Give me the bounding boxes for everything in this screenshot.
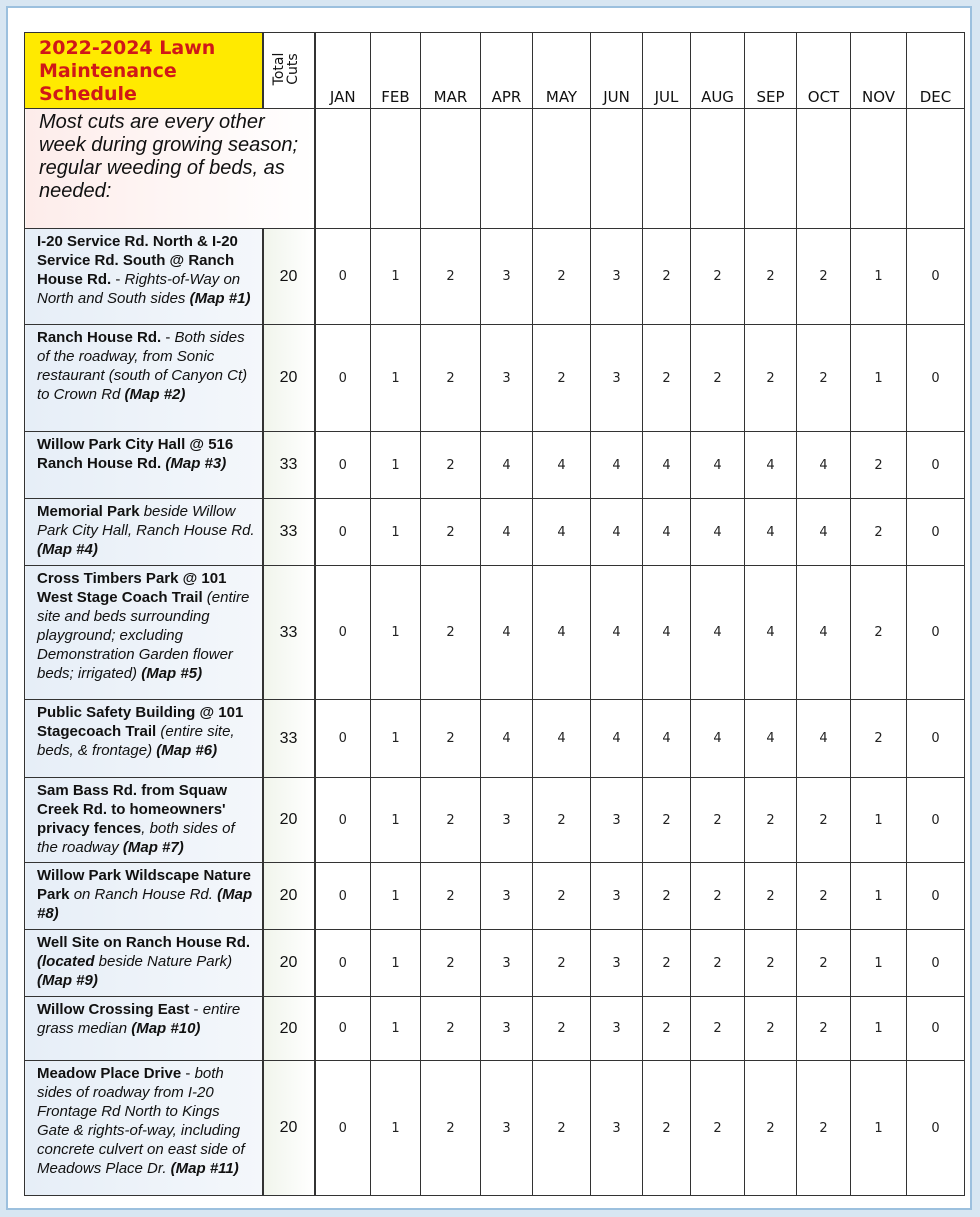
monthly-cuts-value: 0 <box>907 930 965 997</box>
monthly-cuts-value: 0 <box>907 325 965 432</box>
monthly-cuts-value: 1 <box>371 325 421 432</box>
total-cuts-value: 33 <box>263 566 315 700</box>
location-text: Ranch House Rd. <box>37 329 162 346</box>
monthly-cuts-value: 3 <box>481 229 533 325</box>
monthly-cuts-value: 2 <box>851 499 907 566</box>
location-text: (Map #8) <box>37 886 253 922</box>
monthly-cuts-value: 0 <box>907 997 965 1061</box>
monthly-cuts-value: 2 <box>797 778 851 863</box>
location-cell <box>25 432 263 499</box>
monthly-cuts-value: 2 <box>691 863 745 930</box>
monthly-cuts-value: 4 <box>533 499 591 566</box>
monthly-cuts-value: 0 <box>907 778 965 863</box>
monthly-cuts-value: 0 <box>315 863 371 930</box>
total-cuts-value: 20 <box>263 778 315 863</box>
monthly-cuts-value: 4 <box>481 499 533 566</box>
monthly-cuts-value: 2 <box>643 863 691 930</box>
monthly-cuts-value: 3 <box>591 863 643 930</box>
monthly-cuts-value: 3 <box>591 1061 643 1196</box>
monthly-cuts-value: 4 <box>745 499 797 566</box>
monthly-cuts-value: 4 <box>797 700 851 778</box>
monthly-cuts-value: 4 <box>797 566 851 700</box>
monthly-cuts-value: 0 <box>907 863 965 930</box>
monthly-cuts-value: 2 <box>797 1061 851 1196</box>
monthly-cuts-value: 4 <box>691 700 745 778</box>
monthly-cuts-value: 2 <box>421 997 481 1061</box>
monthly-cuts-value: 2 <box>691 930 745 997</box>
schedule-title-cell <box>25 33 263 109</box>
monthly-cuts-value: 1 <box>371 566 421 700</box>
monthly-cuts-value: 2 <box>421 1061 481 1196</box>
monthly-cuts-value: 1 <box>851 325 907 432</box>
location-text: (entire site, beds, & frontage) <box>37 723 235 759</box>
monthly-cuts-value: 2 <box>745 997 797 1061</box>
total-cuts-value: 33 <box>263 432 315 499</box>
table-row <box>25 700 965 778</box>
location-text: (Map #10) <box>131 1020 201 1037</box>
monthly-cuts-value: 4 <box>481 432 533 499</box>
monthly-cuts-value: 4 <box>643 700 691 778</box>
monthly-cuts-value: 2 <box>691 1061 745 1196</box>
monthly-cuts-value: 3 <box>481 778 533 863</box>
location-text: I-20 Service Rd. North & I-20 Service Rd. South @ Ranch House Rd. <box>37 233 238 288</box>
monthly-cuts-value: 2 <box>797 997 851 1061</box>
monthly-cuts-value: 4 <box>643 432 691 499</box>
schedule-sheet <box>24 32 964 1194</box>
monthly-cuts-value: 4 <box>591 499 643 566</box>
monthly-cuts-value: 2 <box>797 863 851 930</box>
monthly-cuts-value: 3 <box>481 1061 533 1196</box>
monthly-cuts-value: 4 <box>745 566 797 700</box>
monthly-cuts-value: 0 <box>315 1061 371 1196</box>
monthly-cuts-value: 2 <box>643 1061 691 1196</box>
monthly-cuts-value: 2 <box>851 432 907 499</box>
monthly-cuts-value: 3 <box>481 930 533 997</box>
monthly-cuts-value: 2 <box>797 229 851 325</box>
location-text: Well Site on Ranch House Rd. <box>37 934 251 951</box>
month-header: NOV <box>851 33 907 109</box>
location-text: - <box>111 271 125 288</box>
total-cuts-value: 20 <box>263 930 315 997</box>
location-text: both sides of roadway from I-20 Frontage Rd North to Kings Gate & rights-of-way, including concrete culvert on east side of Meadows Place Dr. <box>37 1065 245 1177</box>
monthly-cuts-value: 2 <box>745 863 797 930</box>
location-text: entire grass median <box>37 1001 241 1037</box>
monthly-cuts-value: 0 <box>315 778 371 863</box>
location-cell <box>25 863 263 930</box>
monthly-cuts-value: 2 <box>533 863 591 930</box>
monthly-cuts-value: 2 <box>745 778 797 863</box>
monthly-cuts-value: 3 <box>591 997 643 1061</box>
location-text: Rights-of-Way on North and South sides <box>37 271 241 307</box>
monthly-cuts-value: 0 <box>315 325 371 432</box>
total-cuts-value: 20 <box>263 997 315 1061</box>
monthly-cuts-value: 0 <box>907 499 965 566</box>
monthly-cuts-value: 3 <box>481 325 533 432</box>
monthly-cuts-value: 2 <box>691 229 745 325</box>
location-text: Meadow Place Drive <box>37 1065 182 1082</box>
location-text: on Ranch House Rd. <box>69 886 218 903</box>
monthly-cuts-value: 0 <box>907 700 965 778</box>
location-text: beside Willow Park City Hall, Ranch House Rd. <box>37 503 255 539</box>
monthly-cuts-value: 0 <box>907 566 965 700</box>
monthly-cuts-value: 1 <box>371 229 421 325</box>
monthly-cuts-value: 4 <box>481 700 533 778</box>
total-cuts-value: 20 <box>263 863 315 930</box>
month-header: JAN <box>315 33 371 109</box>
monthly-cuts-value: 2 <box>421 863 481 930</box>
month-header: SEP <box>745 33 797 109</box>
monthly-cuts-value: 2 <box>533 778 591 863</box>
monthly-cuts-value: 2 <box>745 1061 797 1196</box>
location-text: Sam Bass Rd. from Squaw Creek Rd. to homeowners' privacy fences <box>37 782 228 837</box>
monthly-cuts-value: 2 <box>851 700 907 778</box>
monthly-cuts-value: 2 <box>533 229 591 325</box>
schedule-title: 2022-2024 Lawn Maintenance Schedule <box>39 37 216 105</box>
location-cell <box>25 997 263 1061</box>
table-row <box>25 432 965 499</box>
location-text: (Map #11) <box>170 1160 239 1177</box>
monthly-cuts-value: 2 <box>643 325 691 432</box>
monthly-cuts-value: 1 <box>371 997 421 1061</box>
month-header: JUL <box>643 33 691 109</box>
location-text: Both sides of the roadway, from Sonic restaurant (south of Canyon Ct) to Crown Rd <box>37 329 248 403</box>
monthly-cuts-value: 3 <box>591 778 643 863</box>
table-row <box>25 325 965 432</box>
monthly-cuts-value: 0 <box>907 1061 965 1196</box>
monthly-cuts-value: 1 <box>371 930 421 997</box>
monthly-cuts-value: 0 <box>315 229 371 325</box>
table-row <box>25 778 965 863</box>
note-row <box>25 109 965 229</box>
monthly-cuts-value: 0 <box>315 566 371 700</box>
location-text: Willow Park City Hall @ 516 Ranch House Rd. <box>37 436 234 472</box>
location-text: (Map #5) <box>141 665 203 682</box>
monthly-cuts-value: 2 <box>421 778 481 863</box>
monthly-cuts-value: 4 <box>745 700 797 778</box>
monthly-cuts-value: 1 <box>851 863 907 930</box>
monthly-cuts-value: 2 <box>691 778 745 863</box>
table-row <box>25 229 965 325</box>
location-text: , both sides of the roadway <box>37 820 235 856</box>
location-cell <box>25 930 263 997</box>
month-header: MAR <box>421 33 481 109</box>
monthly-cuts-value: 2 <box>533 930 591 997</box>
month-header: JUN <box>591 33 643 109</box>
monthly-cuts-value: 0 <box>315 499 371 566</box>
monthly-cuts-value: 4 <box>797 499 851 566</box>
monthly-cuts-value: 2 <box>421 700 481 778</box>
document-page <box>6 6 972 1210</box>
maintenance-schedule-table <box>24 32 965 1196</box>
month-header-row <box>25 33 965 109</box>
location-text: (located <box>37 953 95 970</box>
monthly-cuts-value: 0 <box>315 700 371 778</box>
monthly-cuts-value: 4 <box>533 432 591 499</box>
location-text: - <box>181 1065 195 1082</box>
monthly-cuts-value: 2 <box>851 566 907 700</box>
location-text: (Map #7) <box>122 839 184 856</box>
monthly-cuts-value: 1 <box>371 1061 421 1196</box>
monthly-cuts-value: 2 <box>797 325 851 432</box>
monthly-cuts-value: 4 <box>691 566 745 700</box>
month-header: DEC <box>907 33 965 109</box>
monthly-cuts-value: 2 <box>643 930 691 997</box>
month-header: FEB <box>371 33 421 109</box>
monthly-cuts-value: 2 <box>533 325 591 432</box>
monthly-cuts-value: 0 <box>907 229 965 325</box>
table-row <box>25 863 965 930</box>
monthly-cuts-value: 2 <box>643 997 691 1061</box>
location-cell <box>25 499 263 566</box>
monthly-cuts-value: 1 <box>851 229 907 325</box>
location-text: - <box>189 1001 203 1018</box>
location-text: Willow Crossing East <box>37 1001 190 1018</box>
month-header: MAY <box>533 33 591 109</box>
location-text: beside Nature Park) <box>94 953 233 970</box>
monthly-cuts-value: 1 <box>851 930 907 997</box>
location-text: (Map #2) <box>124 386 186 403</box>
location-cell <box>25 700 263 778</box>
location-cell <box>25 325 263 432</box>
monthly-cuts-value: 4 <box>591 432 643 499</box>
monthly-cuts-value: 2 <box>745 229 797 325</box>
monthly-cuts-value: 4 <box>691 432 745 499</box>
monthly-cuts-value: 1 <box>851 778 907 863</box>
monthly-cuts-value: 2 <box>533 997 591 1061</box>
location-text: (Map #4) <box>37 541 98 558</box>
location-text: (entire site and beds surrounding playground; excluding Demonstration Garden flower beds; irrigated) <box>37 589 250 682</box>
monthly-cuts-value: 4 <box>691 499 745 566</box>
table-row <box>25 566 965 700</box>
total-cuts-value: 20 <box>263 1061 315 1196</box>
monthly-cuts-value: 3 <box>591 229 643 325</box>
total-cuts-value: 20 <box>263 229 315 325</box>
monthly-cuts-value: 4 <box>745 432 797 499</box>
monthly-cuts-value: 2 <box>691 325 745 432</box>
table-row <box>25 499 965 566</box>
month-header: OCT <box>797 33 851 109</box>
monthly-cuts-value: 4 <box>643 566 691 700</box>
location-text: (Map #3) <box>165 455 227 472</box>
monthly-cuts-value: 1 <box>371 778 421 863</box>
monthly-cuts-value: 2 <box>421 432 481 499</box>
monthly-cuts-value: 4 <box>533 566 591 700</box>
monthly-cuts-value: 3 <box>481 863 533 930</box>
location-cell <box>25 778 263 863</box>
location-text: (Map #1) <box>189 290 251 307</box>
monthly-cuts-value: 3 <box>591 930 643 997</box>
monthly-cuts-value: 4 <box>591 700 643 778</box>
monthly-cuts-value: 0 <box>315 997 371 1061</box>
schedule-note: Most cuts are every other week during growing season; regular weeding of beds, as needed: <box>25 109 315 229</box>
monthly-cuts-value: 2 <box>421 325 481 432</box>
monthly-cuts-value: 2 <box>421 930 481 997</box>
total-cuts-value: 33 <box>263 700 315 778</box>
total-cuts-header: Total Cuts <box>270 52 301 86</box>
monthly-cuts-value: 3 <box>481 997 533 1061</box>
table-row <box>25 1061 965 1196</box>
monthly-cuts-value: 1 <box>371 432 421 499</box>
month-header: AUG <box>691 33 745 109</box>
monthly-cuts-value: 2 <box>745 930 797 997</box>
location-cell <box>25 1061 263 1196</box>
monthly-cuts-value: 2 <box>643 778 691 863</box>
monthly-cuts-value: 4 <box>643 499 691 566</box>
location-cell <box>25 566 263 700</box>
table-row <box>25 930 965 997</box>
monthly-cuts-value: 1 <box>851 997 907 1061</box>
monthly-cuts-value: 4 <box>591 566 643 700</box>
monthly-cuts-value: 4 <box>481 566 533 700</box>
monthly-cuts-value: 4 <box>533 700 591 778</box>
monthly-cuts-value: 2 <box>745 325 797 432</box>
monthly-cuts-value: 2 <box>643 229 691 325</box>
monthly-cuts-value: 1 <box>371 499 421 566</box>
monthly-cuts-value: 2 <box>797 930 851 997</box>
total-cuts-value: 33 <box>263 499 315 566</box>
month-header: APR <box>481 33 533 109</box>
monthly-cuts-value: 2 <box>421 566 481 700</box>
table-row <box>25 997 965 1061</box>
location-text: (Map #9) <box>37 972 98 989</box>
monthly-cuts-value: 1 <box>371 863 421 930</box>
location-text: Willow Park Wildscape Nature Park <box>37 867 251 903</box>
monthly-cuts-value: 1 <box>851 1061 907 1196</box>
monthly-cuts-value: 0 <box>315 930 371 997</box>
monthly-cuts-value: 3 <box>591 325 643 432</box>
location-cell <box>25 229 263 325</box>
monthly-cuts-value: 2 <box>533 1061 591 1196</box>
monthly-cuts-value: 2 <box>691 997 745 1061</box>
location-text: - <box>161 329 175 346</box>
total-cuts-value: 20 <box>263 325 315 432</box>
location-text: Cross Timbers Park @ 101 West Stage Coach Trail <box>37 570 227 606</box>
monthly-cuts-value: 0 <box>315 432 371 499</box>
monthly-cuts-value: 2 <box>421 229 481 325</box>
monthly-cuts-value: 4 <box>797 432 851 499</box>
location-text: Memorial Park <box>37 503 140 520</box>
location-text: Public Safety Building @ 101 Stagecoach Trail <box>37 704 244 740</box>
monthly-cuts-value: 1 <box>371 700 421 778</box>
total-cuts-header-cell <box>263 33 315 109</box>
monthly-cuts-value: 2 <box>421 499 481 566</box>
location-text: (Map #6) <box>156 742 218 759</box>
monthly-cuts-value: 0 <box>907 432 965 499</box>
